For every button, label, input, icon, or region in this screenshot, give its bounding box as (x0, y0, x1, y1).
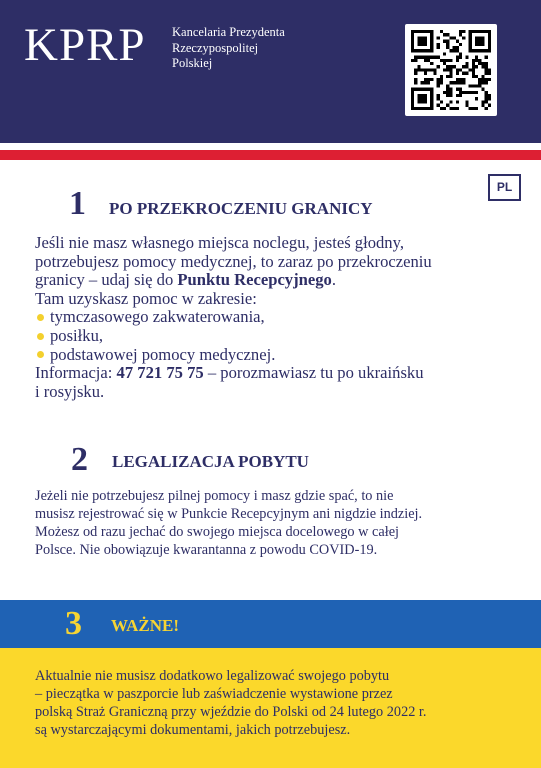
qr-code-icon[interactable] (405, 24, 497, 116)
header-band (0, 0, 541, 143)
bullet-item (35, 308, 515, 327)
org-line: Rzeczypospolitej (172, 40, 259, 55)
section-3-number: 3 (65, 605, 82, 642)
phone-number[interactable]: 47 721 75 75 (116, 363, 204, 383)
section-2-title: LEGALIZACJA POBYTU (112, 452, 309, 471)
section-1-body (35, 234, 515, 401)
bullet-dot-icon (37, 333, 44, 340)
flag-stripe-white (0, 143, 541, 150)
text-line: Jeżeli nie potrzebujesz pilnej pomocy i masz gdzie spać, to nie (35, 488, 394, 504)
text-line: Możesz od razu jechać do swojego miejsca docelowego w całej (35, 524, 400, 540)
text-line: – pieczątka w paszporcie lub zaświadczenie wystawione przez (35, 686, 393, 702)
text-line (35, 271, 515, 290)
text-span: granicy – udaj się do (35, 270, 178, 290)
bullet-dot-icon (37, 351, 44, 358)
text-line: musisz rejestrować się w Punkcie Recepcyjnym ani nigdzie indziej. (35, 506, 423, 522)
text-line: Aktualnie nie musisz dodatkowo legalizować swojego pobytu (35, 668, 390, 684)
reception-point-emphasis: Punktu Recepcyjnego (177, 270, 332, 290)
text-line: są wystarczającymi dokumentami, jakich potrzebujesz. (35, 722, 351, 738)
flag-band-blue (0, 600, 541, 648)
language-badge: PL (488, 174, 521, 201)
section-3-body (35, 667, 525, 739)
bullet-item (35, 327, 515, 346)
kprp-logo: KPRP (24, 19, 146, 71)
section-3-title: WAŻNE! (111, 616, 180, 635)
section-2-body (35, 487, 515, 559)
text-span: Informacja: (35, 363, 117, 383)
organization-name (172, 25, 285, 72)
bullet-text: tymczasowego zakwaterowania, (50, 307, 265, 327)
text-line: polską Straż Graniczną przy wjeździe do Polski od 24 lutego 2022 r. (35, 704, 427, 720)
bullet-dot-icon (37, 314, 44, 321)
org-line: Kancelaria Prezydenta (172, 25, 285, 39)
text-line: potrzebujesz pomocy medycznej, to zaraz po przekroczeniu (35, 251, 432, 271)
bullet-item (35, 346, 515, 365)
text-line: Tam uzyskasz pomoc w zakresie: (35, 288, 257, 308)
text-span: – porozmawiasz tu po ukraińsku (203, 363, 424, 383)
section-1-number: 1 (69, 185, 86, 222)
text-line: Polsce. Nie obowiązuje kwarantanna z powodu COVID-19. (35, 542, 378, 558)
org-line: Polskiej (172, 56, 213, 70)
section-2-number: 2 (71, 441, 88, 478)
bullet-text: posiłku, (50, 325, 104, 345)
section-1-title: PO PRZEKROCZENIU GRANICY (109, 199, 373, 218)
text-span: . (331, 270, 336, 290)
bullet-text: podstawowej pomocy medycznej. (50, 344, 276, 364)
text-line: Jeśli nie masz własnego miejsca noclegu, jesteś głodny, (35, 233, 404, 252)
text-line (35, 364, 515, 383)
text-line: i rosyjsku. (35, 381, 105, 401)
flag-stripe-red (0, 150, 541, 160)
